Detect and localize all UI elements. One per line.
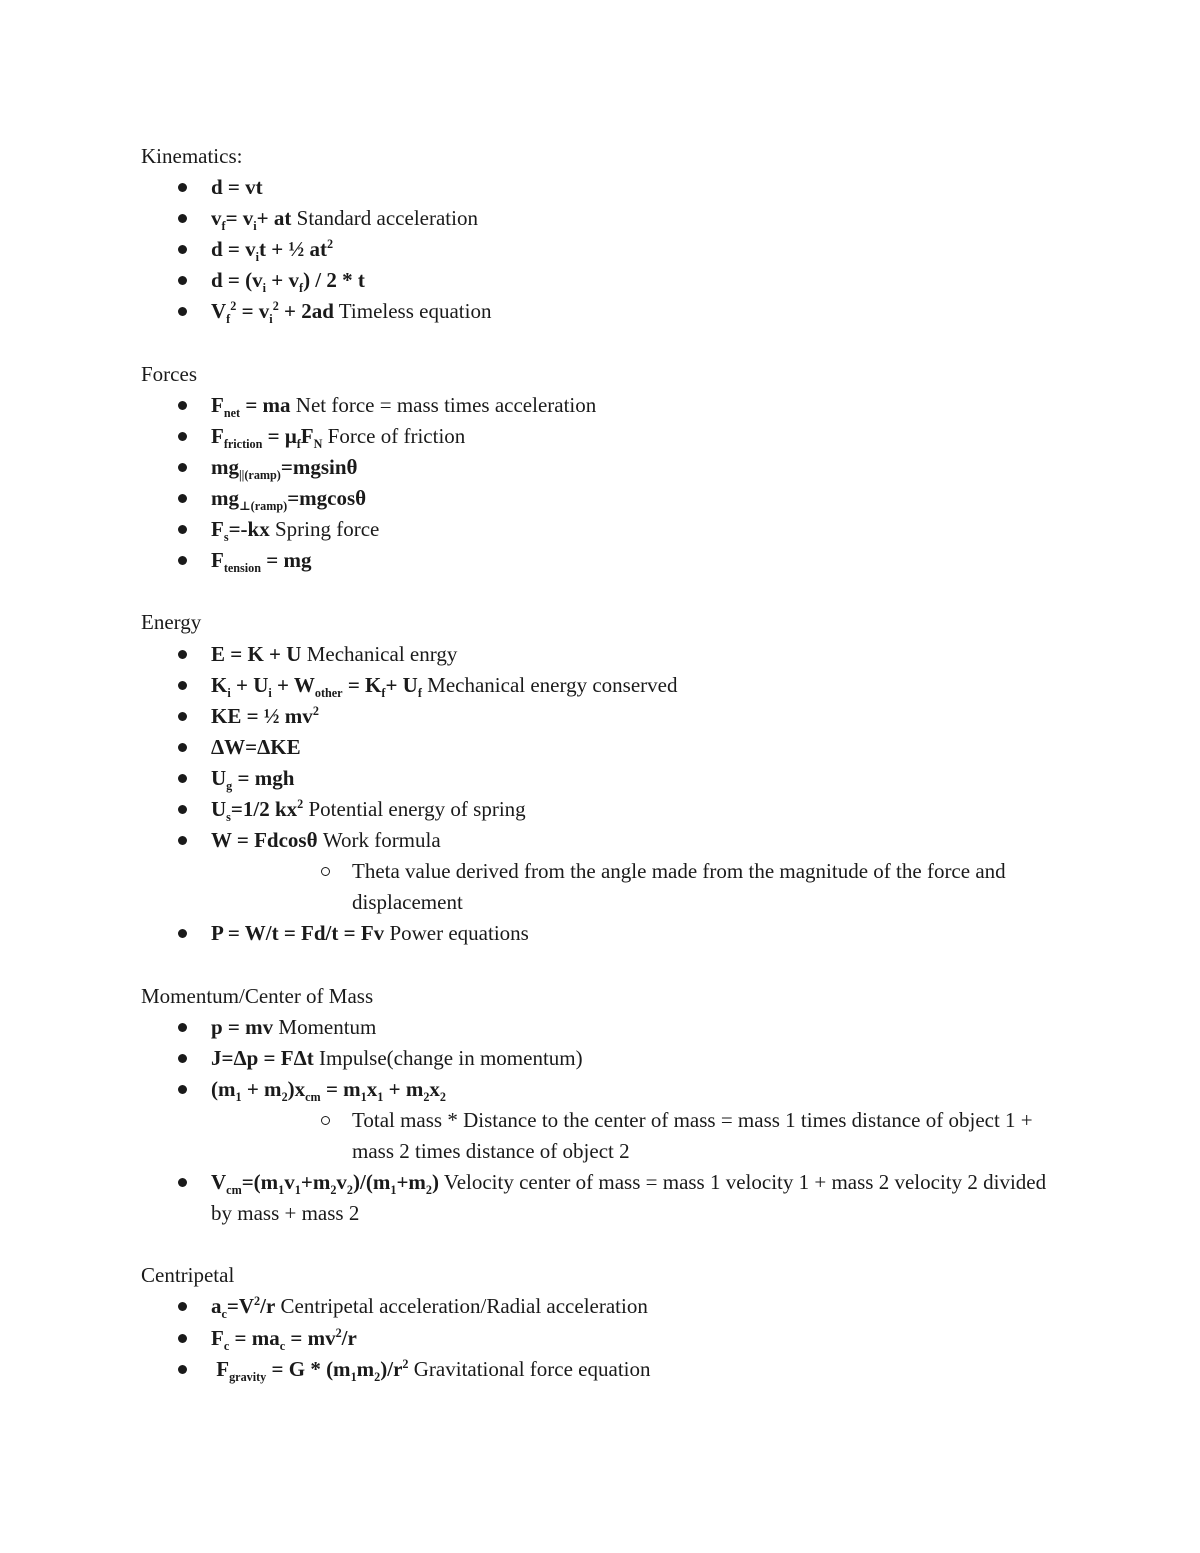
formula: $d = (v_i + v_f) / 2 * t$ [211, 268, 365, 296]
formula: d = vt [211, 175, 263, 200]
bullet-icon [178, 929, 187, 938]
bullet-icon [178, 183, 187, 192]
bullet-icon [178, 836, 187, 845]
sub-item-text: Total mass * Distance to the center of mass = mass 1 times distance of object 1 + mass 2 times distance of object 2 [352, 1107, 1033, 1163]
document-content [141, 141, 1071, 1416]
formula-description: Timeless equation [333, 299, 492, 324]
formula-description: Velocity center of mass = mass 1 velocity 1 + mass 2 velocity 2 divided by mass + mass 2 [211, 1170, 1047, 1226]
list-item [141, 234, 1071, 265]
bullet-icon [178, 1085, 187, 1094]
list-item [141, 794, 1071, 825]
formula-list [141, 172, 1071, 327]
list-item [141, 421, 1071, 452]
formula: $F_s=-kx$ [211, 517, 270, 545]
list-item [141, 701, 1071, 732]
formula: $F_c = ma_c = mv^2/r$ [211, 1325, 357, 1353]
section-kinematics [141, 141, 1071, 328]
list-item [141, 639, 1071, 670]
formula-description: Work formula [317, 828, 441, 853]
list-item [141, 452, 1071, 483]
list-item [141, 390, 1071, 421]
list-item [141, 1354, 1071, 1385]
list-item [141, 732, 1071, 763]
list-item [141, 172, 1071, 203]
bullet-icon [178, 401, 187, 410]
bullet-icon [178, 650, 187, 659]
formula-list [141, 1291, 1071, 1384]
section-heading: Forces [141, 361, 197, 386]
formula-description: Standard acceleration [291, 206, 478, 231]
formula-description: Force of friction [322, 423, 466, 448]
bullet-icon [178, 805, 187, 814]
formula: $V_{cm}=(m_1v_1+m_2v_2)/(m_1+m_2)$ [211, 1170, 439, 1198]
formula: $F_{tension}$ = mg [211, 548, 312, 576]
list-item [141, 483, 1071, 514]
bullet-icon [178, 1334, 187, 1343]
formula: ΔW=ΔKE [211, 734, 301, 759]
section-heading: Energy [141, 610, 202, 635]
formula-description: Net force = mass times acceleration [290, 392, 597, 417]
sub-list [211, 856, 1071, 918]
formula-description: Power equations [384, 921, 529, 946]
hollow-bullet-icon [321, 867, 330, 876]
formula-list [141, 639, 1071, 950]
formula-list [141, 1012, 1071, 1230]
bullet-icon [178, 681, 187, 690]
formula: $d = v_it$ + ½ $at^2$ [211, 237, 334, 265]
hollow-bullet-icon [321, 1116, 330, 1125]
sub-list [211, 1105, 1071, 1167]
list-item [141, 670, 1071, 701]
list-item [141, 203, 1071, 234]
formula: $mg_{\perp(ramp)}=mgcos\theta$ [211, 486, 367, 514]
formula-description: Mechanical energy conserved [421, 672, 678, 697]
formula: J=Δp = FΔt [211, 1045, 314, 1070]
bullet-icon [178, 494, 187, 503]
list-item [141, 514, 1071, 545]
formula-description: Gravitational force equation [408, 1356, 651, 1381]
formula: $F_{gravity} = G * (m_1m_2)/r^2$ [211, 1356, 409, 1384]
formula: p = mv [211, 1014, 274, 1039]
formula-description: Mechanical enrgy [301, 641, 458, 666]
formula: $v_f= v_i+$ at [211, 206, 292, 234]
bullet-icon [178, 432, 187, 441]
formula: $F_{net}$ = ma [211, 392, 291, 420]
list-item [141, 825, 1071, 918]
list-item [141, 763, 1071, 794]
formula: $U_g$ = mgh [211, 765, 295, 794]
bullet-icon [178, 1302, 187, 1311]
section-energy [141, 607, 1071, 949]
formula: $V_f^2 = v_i^2 + 2ad$ [211, 299, 334, 327]
bullet-icon [178, 743, 187, 752]
formula: P = W/t = Fd/t = Fv [211, 921, 385, 946]
bullet-icon [178, 1054, 187, 1063]
formula-description: Spring force [269, 517, 380, 542]
list-item [141, 1323, 1071, 1354]
section-heading: Momentum/Center of Mass [141, 983, 374, 1008]
bullet-icon [178, 525, 187, 534]
list-item [141, 1074, 1071, 1167]
sub-list-item [211, 856, 1071, 918]
bullet-icon [178, 307, 187, 316]
formula: $F_{friction} = \mu_fF_N$ [211, 423, 323, 452]
section-momentum [141, 981, 1071, 1230]
bullet-icon [178, 1178, 187, 1187]
list-item [141, 1012, 1071, 1043]
formula: $K_i + U_i + W_{other} = K_f+ U_f$ [211, 672, 422, 700]
formula-list [141, 390, 1071, 577]
bullet-icon [178, 214, 187, 223]
formula: $mg_{||(ramp)}=mgsin\theta$ [211, 454, 358, 483]
formula: $a_c=V^2/r$ [211, 1294, 276, 1322]
formula: KE = ½ $mv^2$ [211, 703, 319, 728]
formula: W = Fdcosθ [211, 828, 318, 853]
list-item [141, 265, 1071, 296]
bullet-icon [178, 276, 187, 285]
list-item [141, 918, 1071, 949]
section-heading: Kinematics: [141, 144, 243, 168]
bullet-icon [178, 463, 187, 472]
sub-list-item [211, 1105, 1071, 1167]
section-forces [141, 359, 1071, 577]
list-item [141, 545, 1071, 576]
formula-description: Centripetal acceleration/Radial acceleration [275, 1294, 648, 1319]
list-item [141, 1291, 1071, 1322]
list-item [141, 296, 1071, 327]
formula: E = K + U [211, 641, 302, 666]
bullet-icon [178, 556, 187, 565]
bullet-icon [178, 712, 187, 721]
list-item [141, 1167, 1071, 1229]
formula: $(m_1 + m_2)x_{cm} = m_1x_1 + m_2x_2$ [211, 1076, 447, 1104]
formula: $U_s=1/2$ $kx^2$ [211, 796, 304, 825]
bullet-icon [178, 774, 187, 783]
bullet-icon [178, 245, 187, 254]
section-heading: Centripetal [141, 1263, 235, 1288]
list-item [141, 1043, 1071, 1074]
formula-description: Momentum [273, 1014, 377, 1039]
sub-item-text: Theta value derived from the angle made from the magnitude of the force and displacement [352, 859, 1006, 915]
formula-description: Potential energy of spring [303, 796, 526, 821]
bullet-icon [178, 1365, 187, 1374]
formula-description: Impulse(change in momentum) [313, 1045, 583, 1070]
section-centripetal [141, 1260, 1071, 1384]
bullet-icon [178, 1023, 187, 1032]
